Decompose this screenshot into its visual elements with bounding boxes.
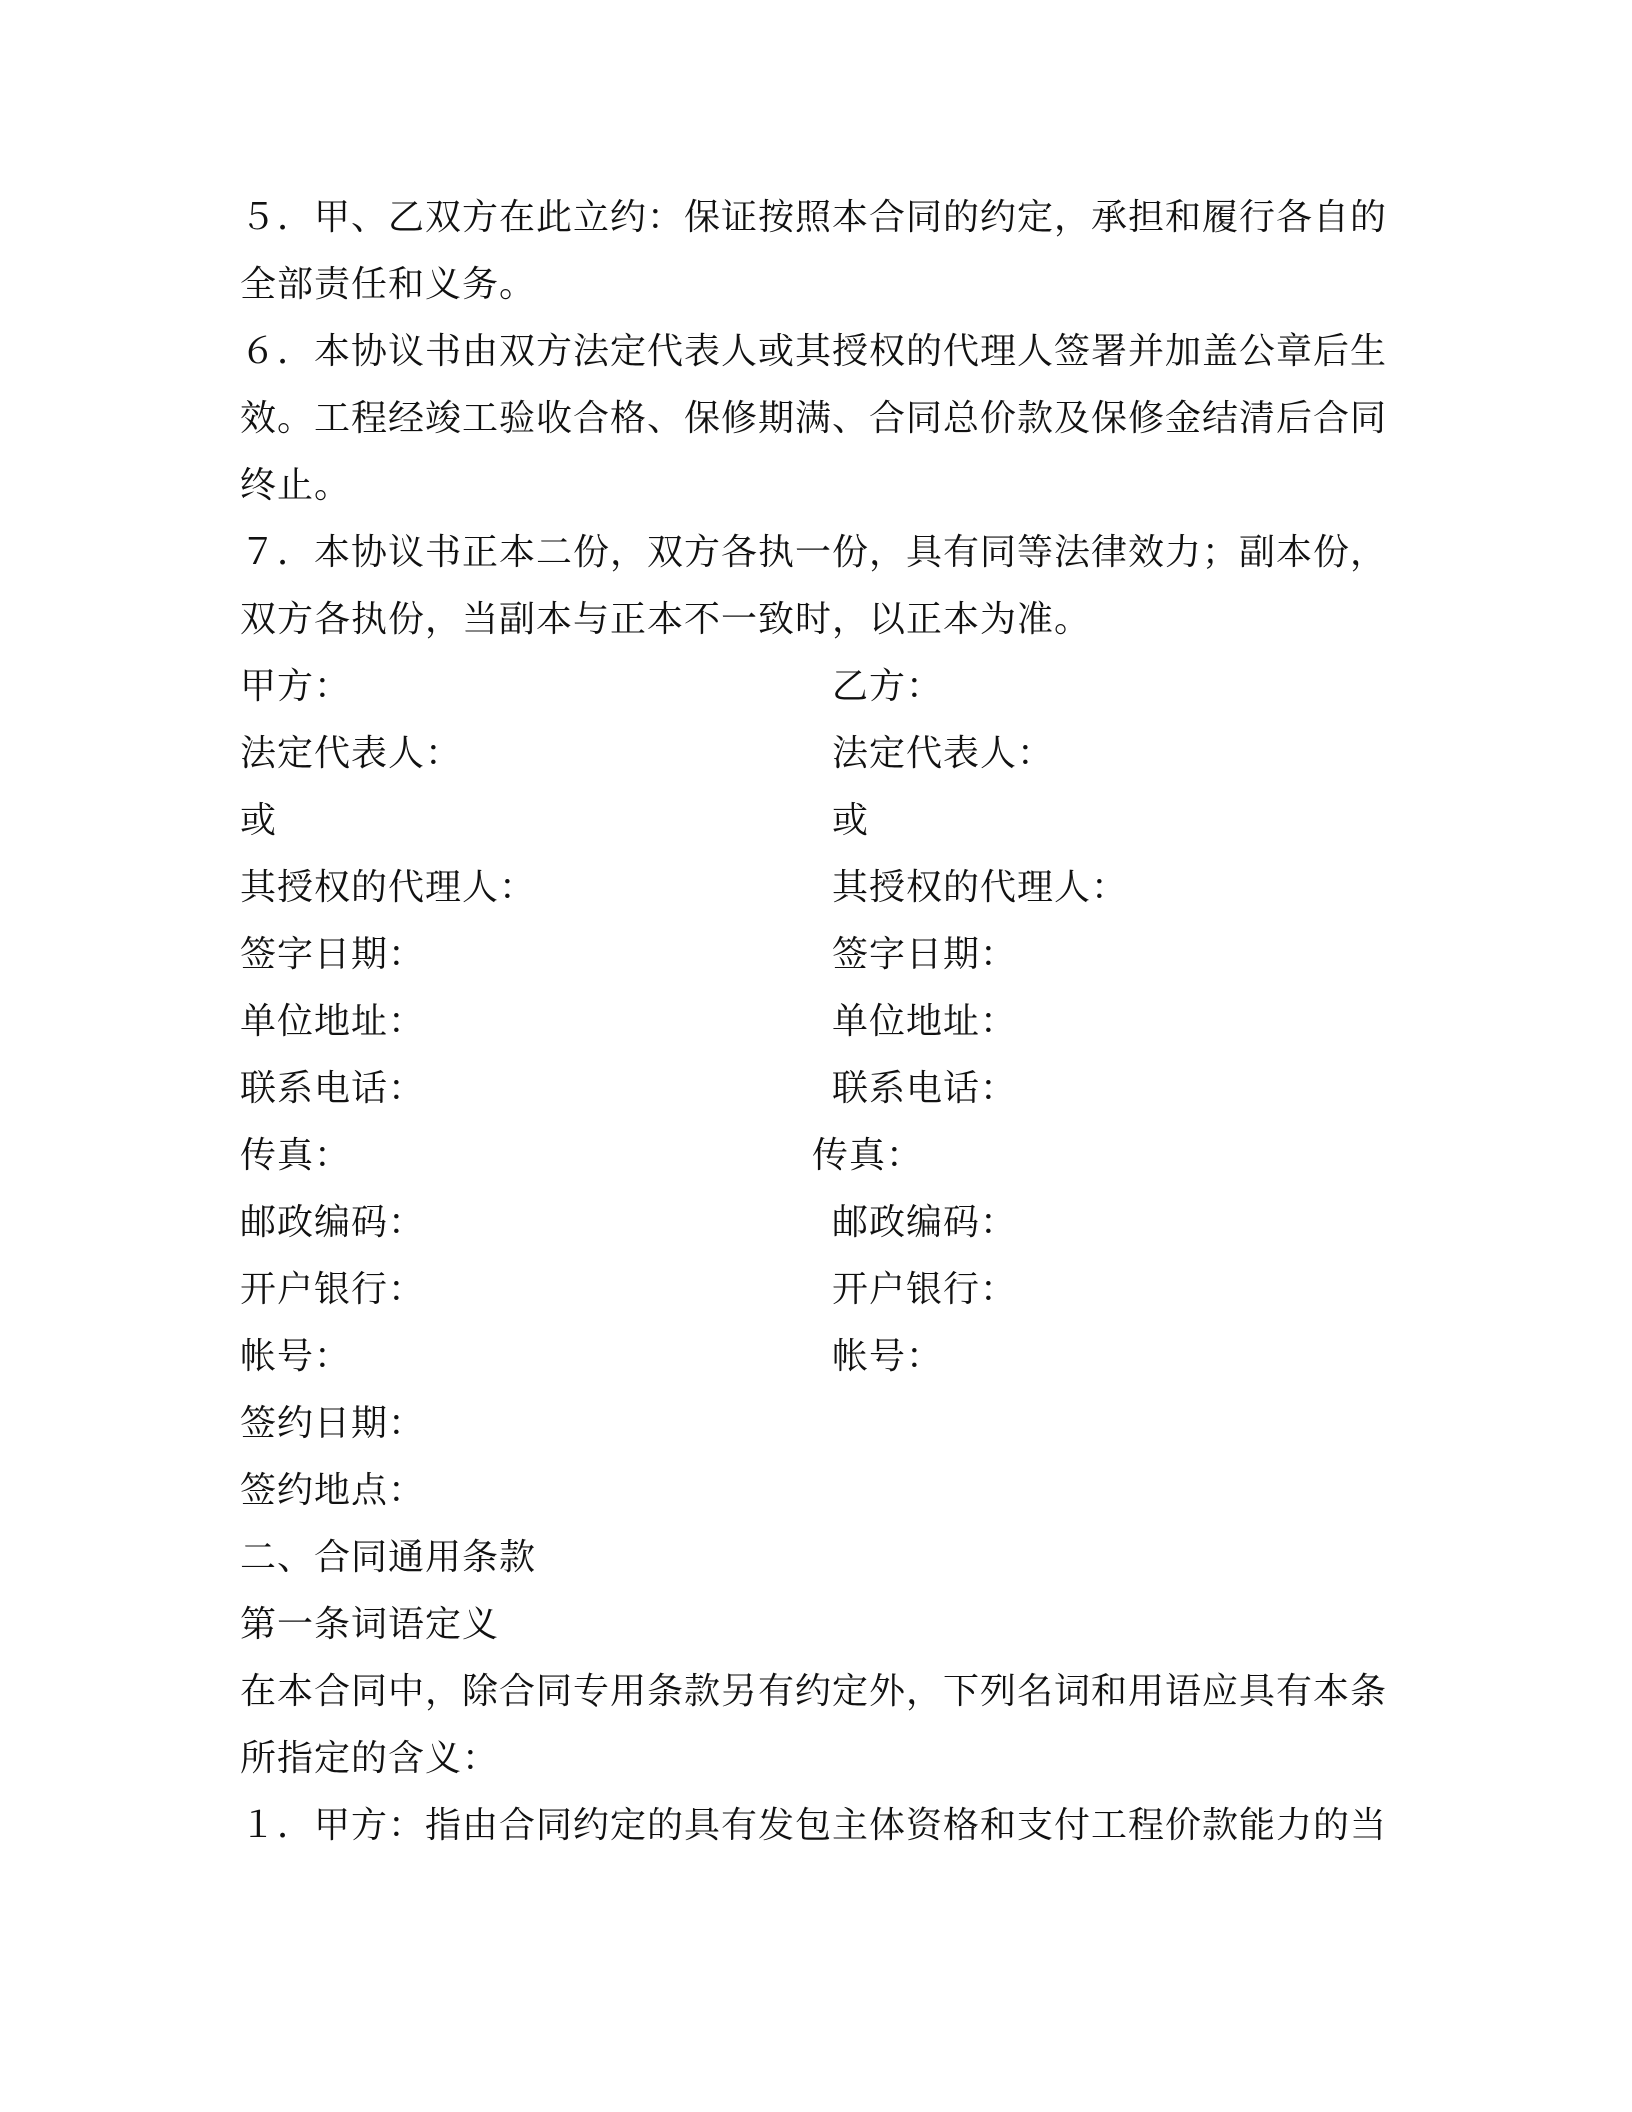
clause-6 — [240, 318, 1390, 519]
party-b-sign-date: 签字日期： — [832, 934, 1018, 975]
party-a-sign-date: 签字日期： — [240, 934, 426, 975]
definition-item-1 — [240, 1792, 1390, 1859]
party-b-address: 单位地址： — [832, 1001, 1018, 1042]
party-a-postcode: 邮政编码： — [240, 1202, 426, 1243]
party-a-fax: 传真： — [240, 1135, 352, 1176]
party-a-phone: 联系电话： — [240, 1068, 426, 1109]
party-b-fax: 传真： — [812, 1135, 924, 1176]
clause-5-line-1: ５．甲、乙双方在此立约：保证按照本合同的约定，承担和履行各自的 — [240, 197, 1388, 238]
party-b-phone: 联系电话： — [832, 1068, 1018, 1109]
party-a-legal-rep: 法定代表人： — [240, 733, 463, 774]
party-b-agent: 其授权的代理人： — [832, 867, 1129, 908]
signature-row-address — [240, 988, 1390, 1055]
signature-row-agent — [240, 854, 1390, 921]
clause-6-line-1: ６．本协议书由双方法定代表人或其授权的代理人签署并加盖公章后生 — [240, 331, 1388, 372]
signature-row-phone — [240, 1055, 1390, 1122]
section-title-text: 二、合同通用条款 — [240, 1537, 537, 1578]
clause-6-line-3: 终止。 — [240, 465, 352, 506]
clause-7-line-2: 双方各执份，当副本与正本不一致时，以正本为准。 — [240, 599, 1092, 640]
signature-row-postcode — [240, 1189, 1390, 1256]
article-1-title-text: 第一条词语定义 — [240, 1604, 500, 1645]
party-b-postcode: 邮政编码： — [832, 1202, 1018, 1243]
signature-row-legal-rep — [240, 720, 1390, 787]
party-a-label: 甲方： — [240, 666, 352, 707]
clause-5-line-2: 全部责任和义务。 — [240, 264, 537, 305]
party-b-label: 乙方： — [832, 666, 944, 707]
contract-sign-place — [240, 1457, 1390, 1524]
definitions-intro-line-1: 在本合同中，除合同专用条款另有约定外，下列名词和用语应具有本条 — [240, 1671, 1388, 1712]
party-b-account: 帐号： — [832, 1336, 944, 1377]
definitions-intro-line-2: 所指定的含义： — [240, 1738, 500, 1779]
clause-7 — [240, 519, 1390, 653]
clause-6-line-2: 效。工程经竣工验收合格、保修期满、合同总价款及保修金结清后合同 — [240, 398, 1388, 439]
definitions-intro — [240, 1658, 1390, 1792]
party-b-legal-rep: 法定代表人： — [832, 733, 1055, 774]
clause-7-line-1: ７．本协议书正本二份，双方各执一份，具有同等法律效力；副本份， — [240, 532, 1388, 573]
signature-row-bank — [240, 1256, 1390, 1323]
party-a-bank: 开户银行： — [240, 1269, 426, 1310]
party-a-or: 或 — [240, 800, 278, 841]
contract-sign-place-label: 签约地点： — [240, 1470, 426, 1511]
clause-5 — [240, 184, 1390, 318]
party-b-bank: 开户银行： — [832, 1269, 1018, 1310]
section-title — [240, 1524, 1390, 1591]
party-a-agent: 其授权的代理人： — [240, 867, 537, 908]
contract-sign-date — [240, 1390, 1390, 1457]
definition-item-1-line-1: １．甲方：指由合同约定的具有发包主体资格和支付工程价款能力的当 — [240, 1805, 1388, 1846]
party-a-address: 单位地址： — [240, 1001, 426, 1042]
signature-row-party — [240, 653, 1390, 720]
signature-row-account — [240, 1323, 1390, 1390]
party-b-or: 或 — [832, 800, 870, 841]
article-1-title — [240, 1591, 1390, 1658]
signature-row-sign-date — [240, 921, 1390, 988]
contract-sign-date-label: 签约日期： — [240, 1403, 426, 1444]
signature-row-or — [240, 787, 1390, 854]
signature-row-fax — [240, 1122, 1390, 1189]
party-a-account: 帐号： — [240, 1336, 352, 1377]
